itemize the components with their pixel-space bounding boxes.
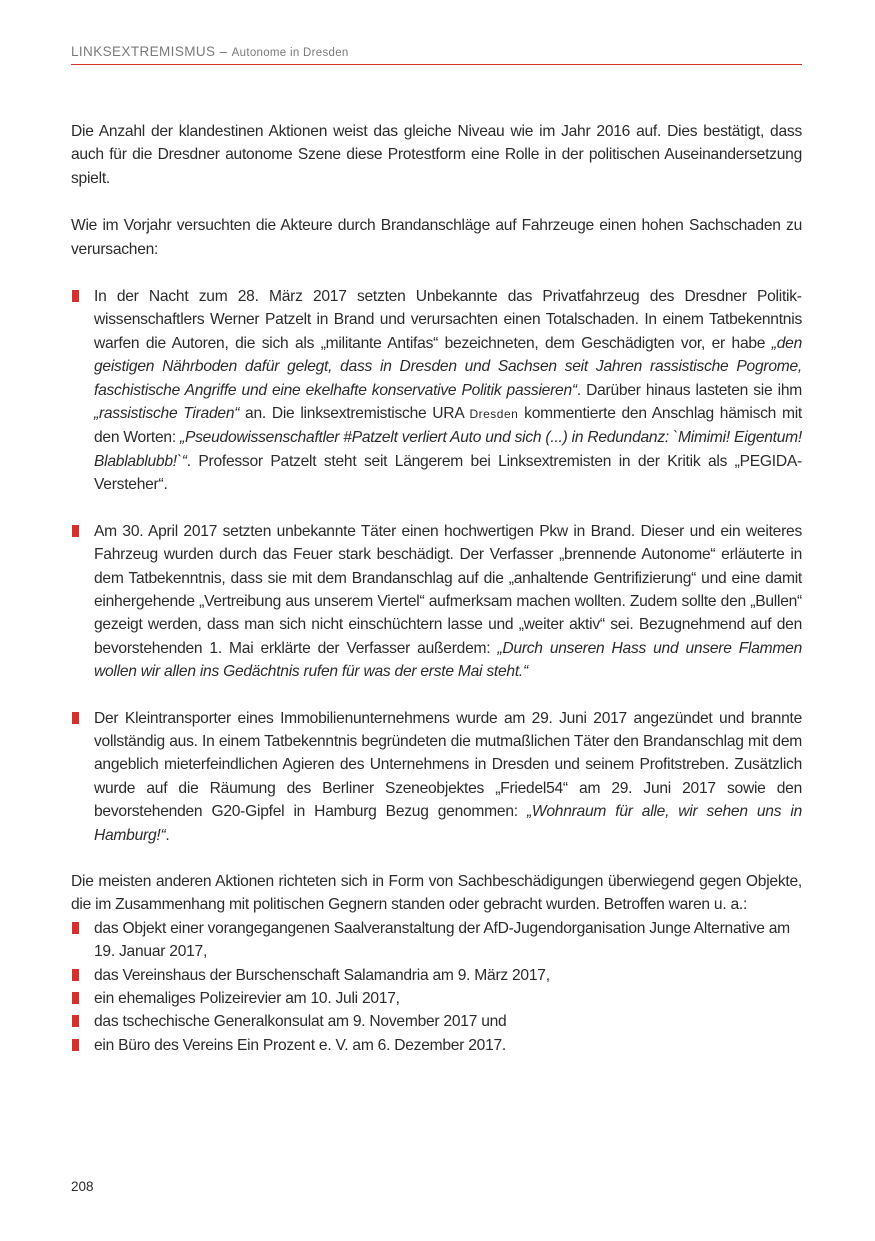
incident-transporter: [71, 707, 802, 847]
page-body: [71, 120, 802, 1057]
running-header: [71, 44, 802, 65]
bullet-marker-icon: [72, 922, 79, 934]
list-item: [71, 964, 802, 987]
incident-list: [71, 285, 802, 847]
incident-patzelt: [71, 285, 802, 497]
bullet-marker-icon: [72, 1015, 79, 1027]
incident-quote: „Wohnraum für alle, wir sehen uns in Hamburg!“: [94, 803, 802, 844]
list-item-text: ein Büro des Vereins Ein Prozent e. V. am 6. Dezember 2017.: [94, 1036, 507, 1054]
list-item: [71, 917, 802, 964]
list-item: [71, 1034, 802, 1057]
targets-list: [71, 917, 802, 1057]
header-separator: –: [215, 44, 232, 59]
list-item-text: ein ehemaliges Polizeirevier am 10. Juli 2017,: [94, 990, 400, 1007]
page-number: 208: [71, 1179, 94, 1194]
list-item-text: das Vereinshaus der Burschenschaft Salamandria am 9. März 2017,: [94, 966, 550, 984]
incident-text: Am 30. April 2017 setzten unbekannte Täter einen hochwertigen Pkw in Brand. Dieser und ein weiteres Fahrzeug wurden durch das Feuer stark beschädigt. Der Verfasser „brennende Autonome“ erläuterte in dem Tatbekenntnis, dass sie mit dem Brandanschlag auf die „anhaltende Gentrifizierung“ und eine damit einhergehende „Vertreibung aus unserem Viertel“ aufmerksam machen wollten. Zudem sollte den „Bullen“ gezeigt werden, dass man sich nicht einschüchtern lasse und „weiter aktiv“ sei. Bezugnehmend auf den bevorstehenden 1. Mai erklärte der Verfasser außerdem:: [94, 522, 802, 657]
list-item-text: das Objekt einer vorangegangenen Saalveranstaltung der AfD-Jugendorganisation Junge Alternative am 19. Januar 2017,: [94, 919, 790, 961]
bullet-marker-icon: [72, 290, 79, 302]
incident-text: . Professor Patzelt steht seit Längerem bei Linksextremisten in der Kritik als „PEGIDA-Versteher“.: [94, 452, 802, 494]
bullet-marker-icon: [72, 525, 79, 537]
others-paragraph: Die meisten anderen Aktionen richteten sich in Form von Sachbeschädigungen überwiegend gegen Objekte, die im Zusammenhang mit politischen Gegnern standen oder gebracht wurden. Betroffen waren u. a.:: [71, 872, 802, 914]
incident-text: . Darüber hinaus lasteten sie ihm: [576, 381, 802, 399]
bullet-marker-icon: [72, 712, 79, 724]
incident-text: In der Nacht zum 28. März 2017 setzten Unbekannte das Privatfahrzeug des Dresdner Politikwissenschaftlers Werner Patzelt in Brand und verursachten einen Totalschaden. In einem Tatbekenntnis warfen die Autoren, die sich als „militante Antifas“ bezeichneten, dem Geschädigten vor, er habe: [94, 288, 802, 352]
incident-quote: „den geistigen Nährboden dafür gelegt, dass in Dresden und Sachsen seit Jahren rassistische Pogrome, faschistische Angriffe und eine ekelhafte konservative Politik passieren“: [94, 334, 802, 399]
bullet-marker-icon: [72, 969, 79, 981]
list-item: [71, 987, 802, 1010]
incident-text: an. Die linksextremistische URA: [239, 405, 470, 423]
incident-quote: „rassistische Tiraden“: [94, 405, 240, 423]
incident-quote: „Durch unseren Hass und unsere Flammen wollen wir allen ins Gedächtnis rufen für was der erste Mai steht.“: [94, 639, 802, 681]
incident-text: .: [165, 826, 170, 844]
incident-text: kommentierte den Anschlag hämisch mit den Worten:: [94, 405, 802, 447]
bullet-marker-icon: [72, 992, 79, 1004]
list-item-text: das tschechische Generalkonsulat am 9. November 2017 und: [94, 1013, 507, 1031]
header-section-title: LINKSEXTREMISMUS: [71, 44, 216, 59]
incident-april: [71, 520, 802, 684]
incident-text-smallcaps: Dresden: [469, 407, 519, 422]
incident-quote: „Pseudowissenschaftler #Patzelt verliert Auto und sich (...) in Redundanz: `Mimimi! Eigentum! Blablablubb!`“: [94, 429, 802, 470]
incident-text: Der Kleintransporter eines Immobilienunternehmens wurde am 29. Juni 2017 angezündet und brannte vollständig aus. In einem Tatbekenntnis begründeten die mutmaßlichen Täter den Brandanschlag mit dem angeblich mieterfeindlichen Agieren des Unternehmens in Dresden und seinem Profitstreben. Zusätzlich wurde auf die Räumung des Berliner Szeneobjektes „Friedel54“ am 29. Juni 2017 sowie den bevorstehenden G20-Gipfel in Hamburg Bezug genommen:: [94, 709, 802, 821]
list-item: [71, 1010, 802, 1033]
intro-paragraph: Die Anzahl der klandestinen Aktionen weist das gleiche Niveau wie im Jahr 2016 auf. Dies bestätigt, dass auch für die Dresdner autonome Szene diese Protestform eine Rolle in der politischen Auseinandersetzung spielt.: [71, 123, 802, 187]
header-subsection-title: Autonome in Dresden: [231, 47, 349, 59]
bullet-marker-icon: [72, 1039, 79, 1051]
lead-paragraph: Wie im Vorjahr versuchten die Akteure durch Brandanschläge auf Fahrzeuge einen hohen Sachschaden zu verursachen:: [71, 217, 802, 258]
